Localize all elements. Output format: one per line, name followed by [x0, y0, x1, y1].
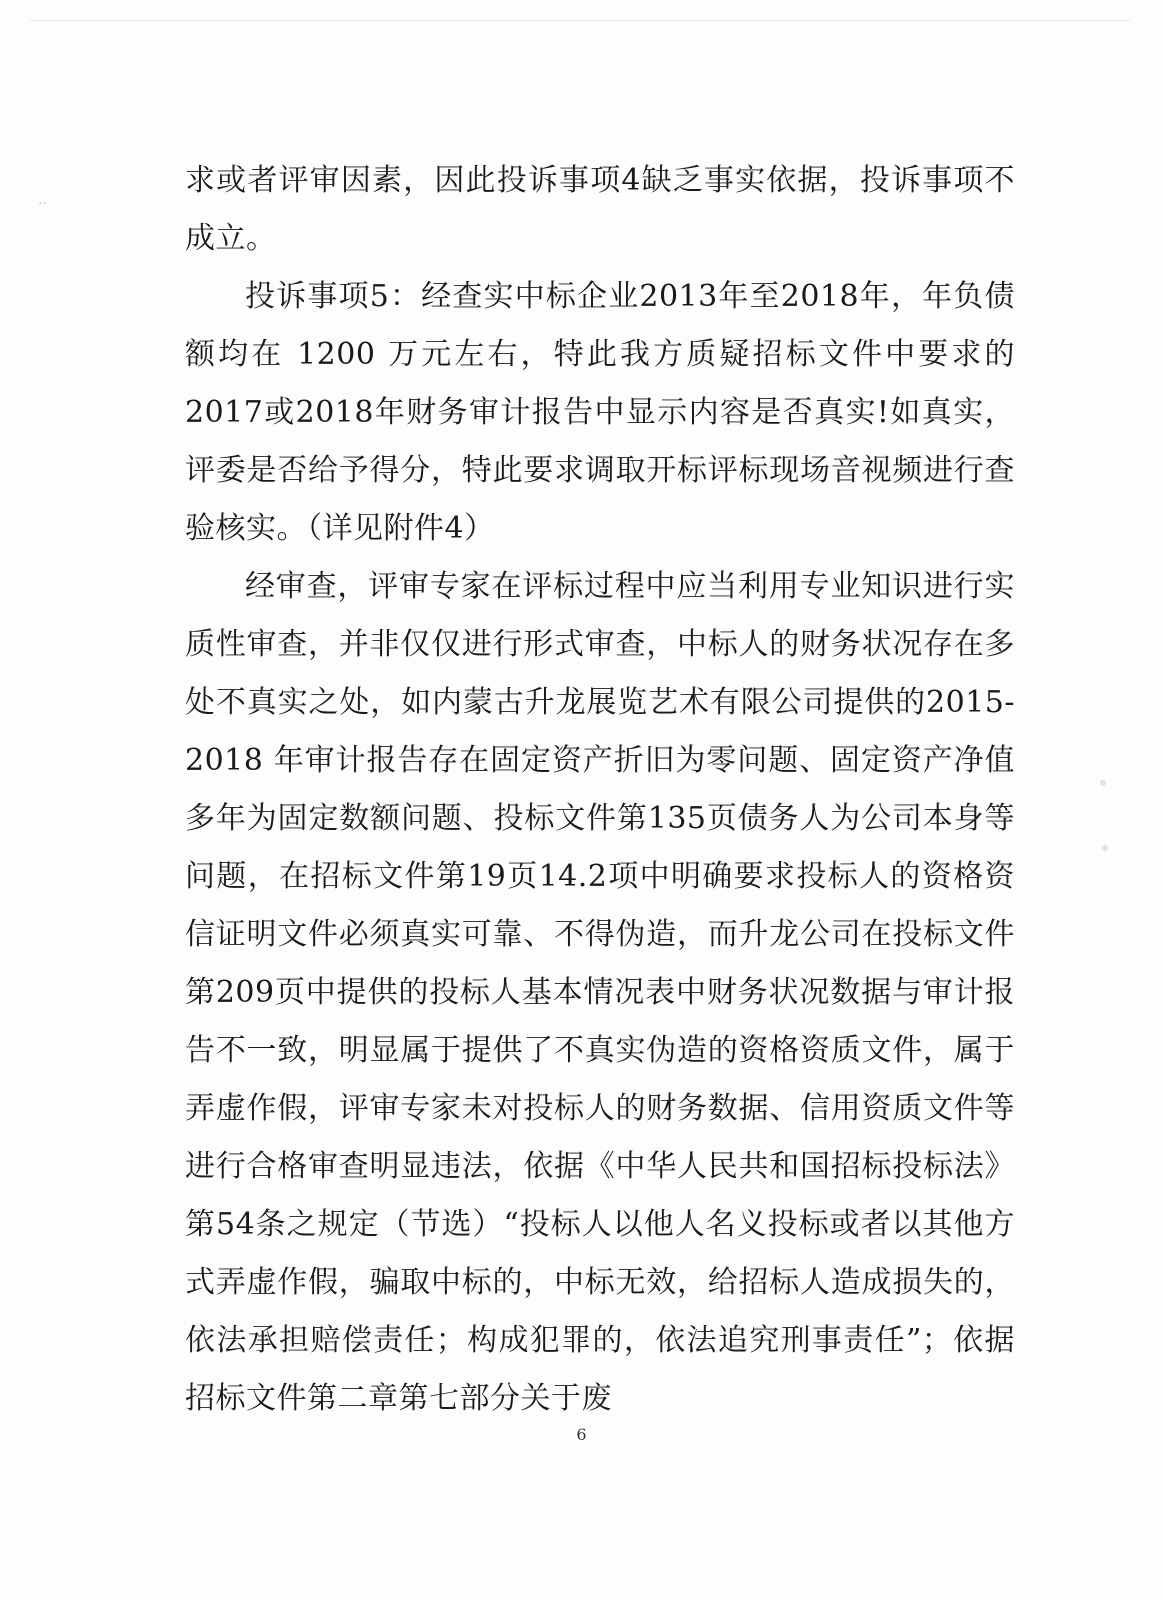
document-body — [185, 152, 1015, 1428]
top-border-line — [30, 20, 1130, 21]
scan-artifact: ·· — [38, 196, 47, 212]
page-number: 6 — [576, 1425, 587, 1444]
paragraph-review-findings: 经审查，评审专家在评标过程中应当利用专业知识进行实质性审查，并非仅仅进行形式审查，中标人的财务状况存在多处不真实之处，如内蒙古升龙展览艺术有限公司提供的2015-2018 年审计报告存在固定资产折旧为零问题、固定资产净值多年为固定数额问题、投标文件第135页债务人为公司本身等问题，在招标文件第19页14.2项中明确要求投标人的资格资信证明文件必须真实可靠、不得伪造，而升龙公司在投标文件第209页中提供的投标人基本情况表中财务状况数据与审计报告不一致，明显属于提供了不真实伪造的资格资质文件，属于弄虚作假，评审专家未对投标人的财务数据、信用资质文件等进行合格审查明显违法，依据《中华人民共和国招标投标法》第54条之规定（节选）“投标人以他人名义投标或者以其他方式弄虚作假，骗取中标的，中标无效，给招标人造成损失的，依法承担赔偿责任；构成犯罪的，依法追究刑事责任”；依据招标文件第二章第七部分关于废 — [185, 569, 1015, 1416]
scan-artifact — [1102, 845, 1108, 851]
paragraph-complaint-item-5: 投诉事项5：经查实中标企业2013年至2018年，年负债额均在 1200 万元左右，特此我方质疑招标文件中要求的2017或2018年财务审计报告中显示内容是否真实!如真实，评委是否给予得分，特此要求调取开标评标现场音视频进行查验核实。（详见附件4） — [185, 279, 1015, 546]
paragraph-continuation: 求或者评审因素，因此投诉事项4缺乏事实依据，投诉事项不成立。 — [185, 163, 1015, 256]
scan-artifact — [1100, 780, 1106, 786]
